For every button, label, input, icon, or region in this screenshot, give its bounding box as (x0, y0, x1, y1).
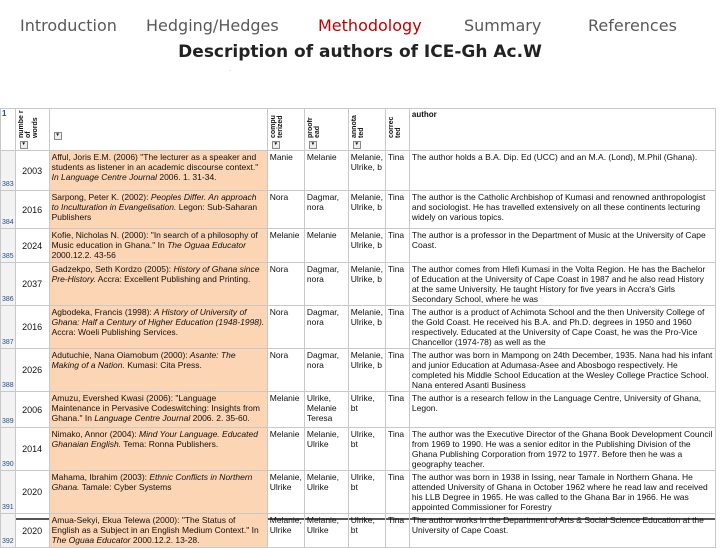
table-row[interactable] (1, 392, 716, 428)
header-proofread[interactable]: proofr ead ▾ (304, 109, 348, 151)
proofread-cell[interactable]: Ulrike, Melanie Teresa (304, 392, 348, 428)
nav-references[interactable]: References (588, 16, 677, 35)
words-cell[interactable]: 2037 (15, 263, 49, 306)
corrected-cell[interactable]: Tina (385, 191, 409, 229)
header-words[interactable]: numbe r of words ▾ (15, 109, 49, 151)
header-annotated[interactable]: annota ted ▾ (348, 109, 385, 151)
filter-dropdown-icon[interactable]: ▾ (20, 141, 28, 149)
author-cell[interactable]: The author is the Catholic Archbishop of Kumasi and renowned anthropologist and sociologist. He has travelled extensively on all these continents lecturing widely on various topics. (409, 191, 715, 229)
computerized-cell[interactable]: Nora (267, 306, 304, 349)
words-cell[interactable]: 2006 (15, 392, 49, 428)
filter-dropdown-icon[interactable]: ▾ (353, 141, 361, 149)
header-corrected[interactable]: correc ted (385, 109, 409, 151)
table-row[interactable] (1, 191, 716, 229)
corrected-cell[interactable]: Tina (385, 428, 409, 471)
corrected-cell[interactable]: Tina (385, 349, 409, 392)
reference-cell[interactable]: Afful, Joris E.M. (2006) "The lecturer as a speaker and students as listener in an academic discourse context." In Language Centre Journal 2006. 1. 31-34. (49, 151, 267, 191)
reference-cell[interactable]: Gadzekpo, Seth Kordzo (2005): History of Ghana since Pre-History. Accra: Excellent Publishing and Printing. (49, 263, 267, 306)
words-cell[interactable]: 2016 (15, 306, 49, 349)
table-row[interactable] (1, 428, 716, 471)
proofread-cell[interactable]: Melanie, Ulrike (304, 471, 348, 514)
computerized-cell[interactable]: Melanie (267, 392, 304, 428)
table-row[interactable] (1, 514, 716, 548)
row-number[interactable]: 387 (1, 306, 16, 349)
annotated-cell[interactable]: Melanie, Ulrike, b (348, 191, 385, 229)
row-number[interactable]: 389 (1, 392, 16, 428)
corrected-cell[interactable]: Tina (385, 306, 409, 349)
computerized-cell[interactable]: Melanie (267, 428, 304, 471)
annotated-cell[interactable]: Melanie, Ulrike, b (348, 349, 385, 392)
table-row[interactable] (1, 151, 716, 191)
proofread-cell[interactable]: Dagmar, nora (304, 191, 348, 229)
table-header-row (1, 109, 716, 151)
computerized-cell[interactable]: Nora (267, 191, 304, 229)
proofread-cell[interactable]: Dagmar, nora (304, 306, 348, 349)
computerized-cell[interactable]: Melanie (267, 229, 304, 263)
corrected-cell[interactable]: Tina (385, 514, 409, 548)
table-row[interactable] (1, 471, 716, 514)
spreadsheet[interactable] (0, 108, 716, 545)
words-cell[interactable]: 2003 (15, 151, 49, 191)
table-row[interactable] (1, 263, 716, 306)
reference-cell[interactable]: Agbodeka, Francis (1998): A History of University of Ghana: Half a Century of Higher Education (1948-1998). Accra: Woeli Publishing Services. (49, 306, 267, 349)
reference-cell[interactable]: Mahama, Ibrahim (2003): Ethnic Conflicts in Northern Ghana. Tamale: Cyber Systems (49, 471, 267, 514)
annotated-cell[interactable]: Melanie, Ulrike, b (348, 306, 385, 349)
proofread-cell[interactable]: Melanie (304, 229, 348, 263)
proofread-cell[interactable]: Melanie (304, 151, 348, 191)
words-cell[interactable]: 2014 (15, 428, 49, 471)
annotated-cell[interactable]: Melanie, Ulrike, b (348, 151, 385, 191)
nav-methodology[interactable]: Methodology (318, 16, 422, 35)
author-cell[interactable]: The author was the Executive Director of the Ghana Book Development Council from 1969 to 1990. He was a senior editor in the Publishing Division of the Ghana Publishing Corporation from 1972 to 1977. Before then he was a geography teacher. (409, 428, 715, 471)
header-row-number: 1 (1, 109, 16, 151)
corrected-cell[interactable]: Tina (385, 229, 409, 263)
filter-dropdown-icon[interactable]: ▾ (272, 141, 280, 149)
proofread-cell[interactable]: Dagmar, nora (304, 349, 348, 392)
row-number[interactable]: 384 (1, 191, 16, 229)
row-number[interactable]: 383 (1, 151, 16, 191)
table-row[interactable] (1, 306, 716, 349)
filter-dropdown-icon[interactable]: ▾ (309, 141, 317, 149)
header-computerized[interactable]: compu terized ▾ (267, 109, 304, 151)
author-cell[interactable]: The author is a product of Achimota School and the then University College of the Gold Coast. He received his B.A. and Ph.D. degrees in 1950 and 1960 respectively. Educated at the University of Cape Coast, he was the Pro-Vice Chancellor (1974-78) as well as the (409, 306, 715, 349)
decorative-dot: · (229, 68, 231, 75)
author-cell[interactable]: The author works in the Department of Arts & Social Science Education at the University of Cape Coast. (409, 514, 715, 548)
computerized-cell[interactable]: Nora (267, 263, 304, 306)
row-number[interactable]: 388 (1, 349, 16, 392)
annotated-cell[interactable]: Ulrike, bt (348, 428, 385, 471)
row-number[interactable]: 385 (1, 229, 16, 263)
reference-cell[interactable]: Adutuchie, Nana Oiamobum (2000): Asante: The Making of a Nation. Kumasi: Cita Press. (49, 349, 267, 392)
author-cell[interactable]: The author is a research fellow in the Language Centre, University of Ghana, Legon. (409, 392, 715, 428)
words-cell[interactable]: 2016 (15, 191, 49, 229)
computerized-cell[interactable]: Manie (267, 151, 304, 191)
words-cell[interactable]: 2020 (15, 471, 49, 514)
author-cell[interactable]: The author is a professor in the Department of Music at the University of Cape Coast. (409, 229, 715, 263)
reference-cell[interactable]: Amuzu, Evershed Kwasi (2006): "Language Maintenance in Pervasive Codeswitching: Insights from Ghana." In Language Centre Journal 2006. 2. 35-60. (49, 392, 267, 428)
reference-cell[interactable]: Kofie, Nicholas N. (2000): "In search of a philosophy of Music education in Ghana." In The Oguaa Educator 2000.12.2. 43-56 (49, 229, 267, 263)
nav-hedging[interactable]: Hedging/Hedges (146, 16, 279, 35)
row-number[interactable]: 391 (1, 471, 16, 514)
header-author[interactable]: author (409, 109, 715, 151)
computerized-cell[interactable]: Nora (267, 349, 304, 392)
words-cell[interactable]: 2026 (15, 349, 49, 392)
proofread-cell[interactable]: Melanie, Ulrike (304, 514, 348, 548)
corrected-cell[interactable]: Tina (385, 151, 409, 191)
reference-cell[interactable]: Nimako, Annor (2004): Mind Your Language. Educated Ghanaian English. Tema: Ronna Publishers. (49, 428, 267, 471)
annotated-cell[interactable]: Melanie, Ulrike, b (348, 263, 385, 306)
author-cell[interactable]: The author holds a B.A. Dip. Ed (UCC) and an M.A. (Lond), M.Phil (Ghana). (409, 151, 715, 191)
slide-title: Description of authors of ICE-Gh Ac.W (178, 42, 542, 62)
nav-summary[interactable]: Summary (464, 16, 542, 35)
proofread-cell[interactable]: Melanie, Ulrike (304, 428, 348, 471)
authors-table (0, 108, 716, 548)
corrected-cell[interactable]: Tina (385, 471, 409, 514)
computerized-cell[interactable]: Melanie, Ulrike (267, 514, 304, 548)
reference-cell[interactable]: Amua-Sekyi, Ekua Telewa (2000): "The Status of English as a Subject in an English Medium Context." In The Oguaa Educator 2000.12.2. 13-28. (49, 514, 267, 548)
annotated-cell[interactable]: Ulrike, bt (348, 514, 385, 548)
words-cell[interactable]: 2024 (15, 229, 49, 263)
corrected-cell[interactable]: Tina (385, 263, 409, 306)
header-reference[interactable] (49, 109, 267, 151)
annotated-cell[interactable]: Ulrike, bt (348, 471, 385, 514)
table-row[interactable] (1, 229, 716, 263)
row-number[interactable]: 392 (1, 514, 16, 548)
table-row[interactable] (1, 349, 716, 392)
nav-introduction[interactable]: Introduction (20, 16, 117, 35)
words-cell[interactable]: 2020 (15, 514, 49, 548)
annotated-cell[interactable]: Ulrike, bt (348, 392, 385, 428)
author-cell[interactable]: The author was born in 1938 in Issing, near Tamale in Northern Ghana. He attended University of Ghana in October 1962 where he read law and received his LLB Degree in 1965. He was called to the Ghana Bar in 1966. He was appointed Commissioner for Forestry (409, 471, 715, 514)
reference-cell[interactable]: Sarpong, Peter K. (2002): Peoples Differ. An approach to Inculturation in Evangelisation. Legon: Sub-Saharan Publishers (49, 191, 267, 229)
filter-dropdown-icon[interactable]: ▾ (54, 132, 62, 140)
row-number[interactable]: 386 (1, 263, 16, 306)
row-number[interactable]: 390 (1, 428, 16, 471)
computerized-cell[interactable]: Melanie, Ulrike (267, 471, 304, 514)
corrected-cell[interactable]: Tina (385, 392, 409, 428)
proofread-cell[interactable]: Dagmar, nora (304, 263, 348, 306)
annotated-cell[interactable]: Melanie, Ulrike, b (348, 229, 385, 263)
author-cell[interactable]: The author was born in Mampong on 24th December, 1935. Nana had his infant and junior Education at Adumasa-Asee and Abosbogo respectively. He completed his Middle School Education at the Wesley College Practice School. Nana entered Asanti Business (409, 349, 715, 392)
author-cell[interactable]: The author comes from Hlefi Kumasi in the Volta Region. He has the Bachelor of Education at the University of Cape Coast in 1987 and he also read History at the same University. He taught History for five years in Accra's Girls Secondary School, where he was (409, 263, 715, 306)
